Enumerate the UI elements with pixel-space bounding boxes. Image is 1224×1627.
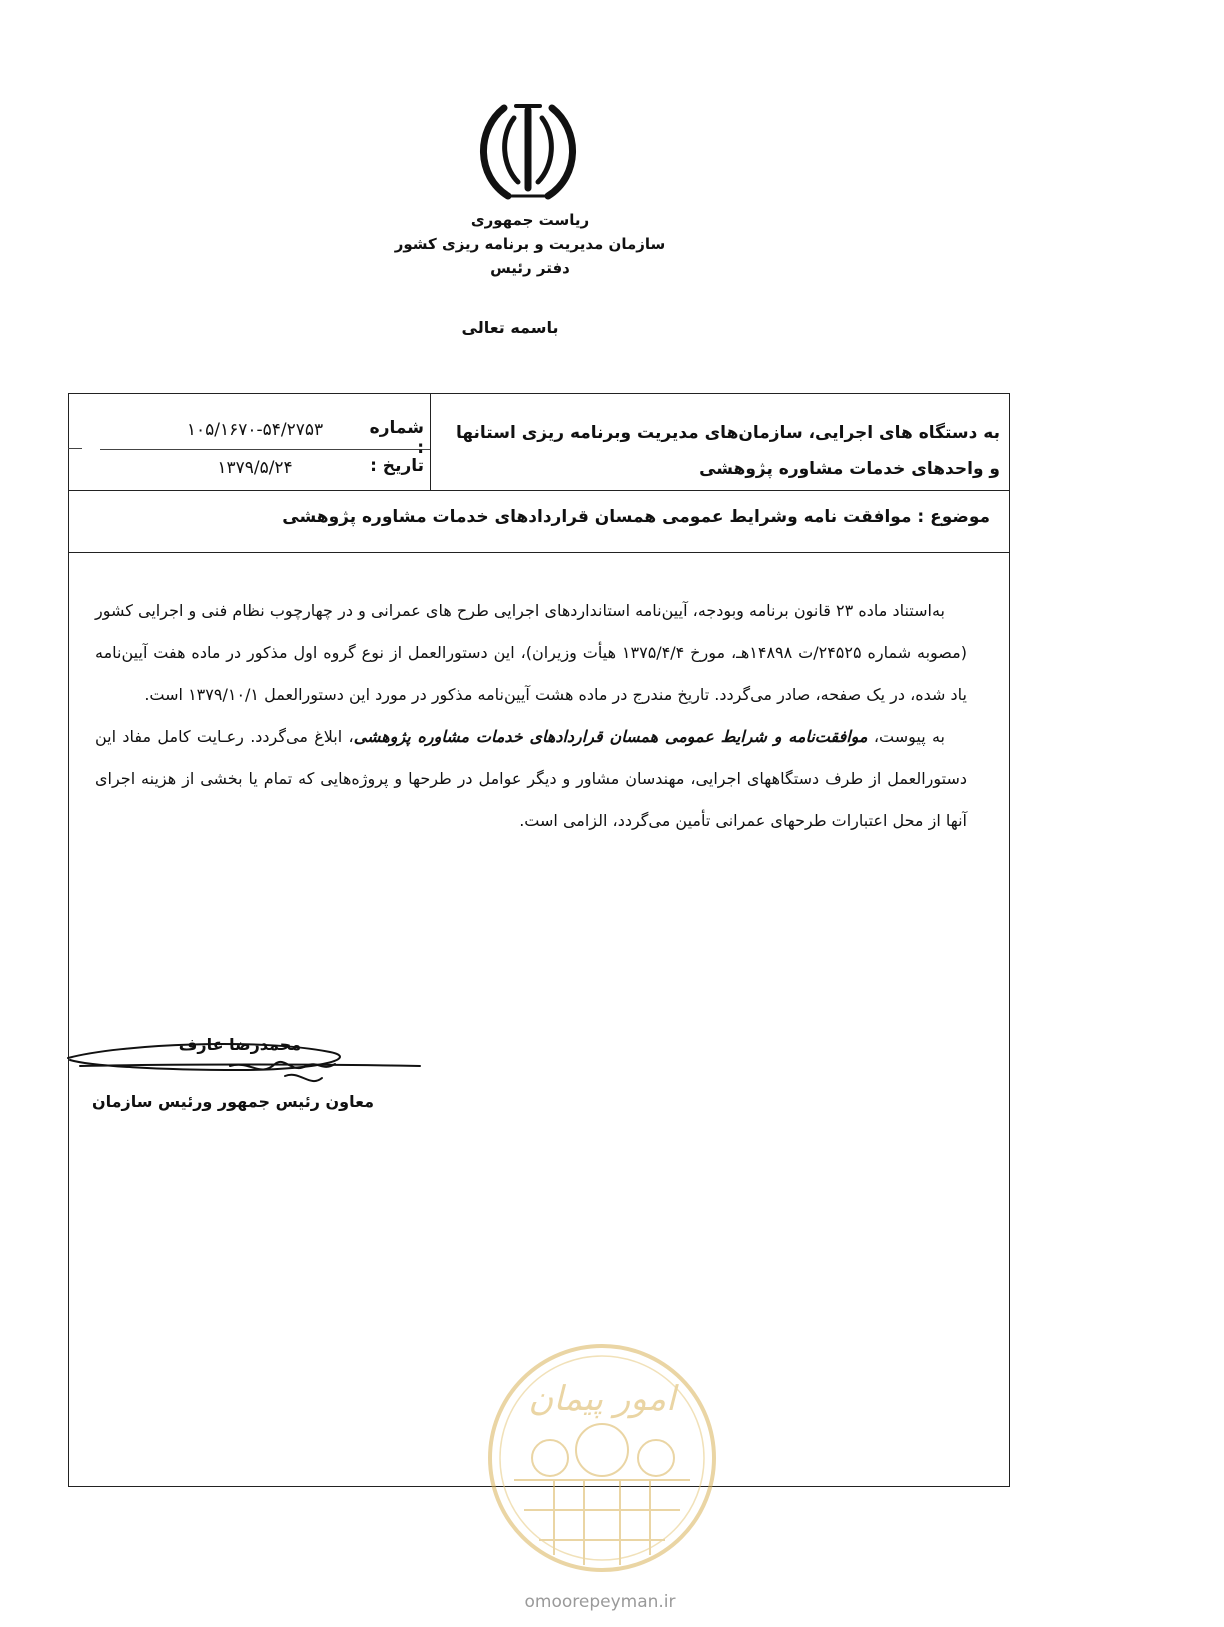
signatory-name: محمدرضا عارف — [178, 1035, 302, 1054]
watermark-seal-icon — [484, 1340, 720, 1576]
recipient-line: و واحدهای خدمات مشاوره پژوهشی — [699, 459, 1000, 479]
body-paragraph: به‌استناد ماده ۲۳ قانون برنامه وبودجه، آیین‌نامه استانداردهای اجرایی طرح های عمرانی و در چهارچوب نظام فنی و اجرایی کشور (مصوبه شماره ۲۴۵۲۵/ت ۱۴۸۹۸هـ، مورخ ۱۳۷۵/۴/۴ هیأت وزیران)، این دستورالعمل از نوع گروه اول مذکور در ماده هفت آیین‌نامه یاد شده، در یک صفحه، صادر می‌گردد. تاریخ مندرج در ماده هشت آیین‌نامه مذکور در مورد این دستورالعمل ۱۳۷۹/۱۰/۱ است. — [95, 601, 967, 704]
signatory-title: معاون رئیس جمهور ورئیس سازمان — [91, 1092, 375, 1111]
subject-line: موضوع : موافقت نامه وشرایط عمومی همسان قراردادهای خدمات مشاوره پژوهشی — [282, 507, 990, 527]
body-text-run: ، ابلاغ می‌گردد. رعـایت کامل مفاد این دستورالعمل از طرف دستگاههای اجرایی، مهندسان مشاور و دیگر عوامل در طرحها و پروژه‌هایی که تمام یا بخشی از هزینه اجرای آنها از محل اعتبارات طرحهای عمرانی تأمین می‌گردد، الزامی است. — [95, 727, 967, 830]
letter-body — [95, 590, 967, 842]
recipient-line: به دستگاه های اجرایی، سازمان‌های مدیریت وبرنامه ریزی استانها — [455, 423, 1000, 443]
iran-emblem-icon — [470, 96, 586, 206]
source-url: omoorepeyman.ir — [524, 1592, 676, 1612]
letter-date: ۱۳۷۹/۵/۲۴ — [217, 458, 293, 478]
letter-frame — [68, 393, 1010, 1487]
date-label: تاریخ : — [370, 456, 424, 476]
letter-number: ۱۰۵/۱۶۷۰-۵۴/۲۷۵۳ — [186, 420, 324, 440]
watermark-text: امور پیمان — [528, 1379, 676, 1419]
divider — [68, 448, 82, 449]
issuer-header — [380, 208, 680, 280]
issuer-line-office: دفتر رئیس — [490, 259, 570, 277]
body-paragraph — [95, 716, 967, 842]
issuer-line-organization: سازمان مدیریت و برنامه ریزی کشور — [394, 235, 666, 253]
number-label: شماره : — [369, 418, 424, 458]
divider — [68, 552, 1010, 553]
divider — [430, 393, 431, 490]
issuer-line-presidency: ریاست جمهوری — [470, 211, 590, 229]
body-text-run: به پیوست، — [867, 727, 946, 746]
recipient-block — [445, 415, 1000, 487]
emphasized-title: موافقت‌نامه و شرایط عمومی همسان قراردادهای خدمات مشاوره پژوهشی — [353, 727, 868, 746]
invocation: باسمه تعالی — [461, 318, 559, 337]
divider — [68, 490, 1010, 491]
